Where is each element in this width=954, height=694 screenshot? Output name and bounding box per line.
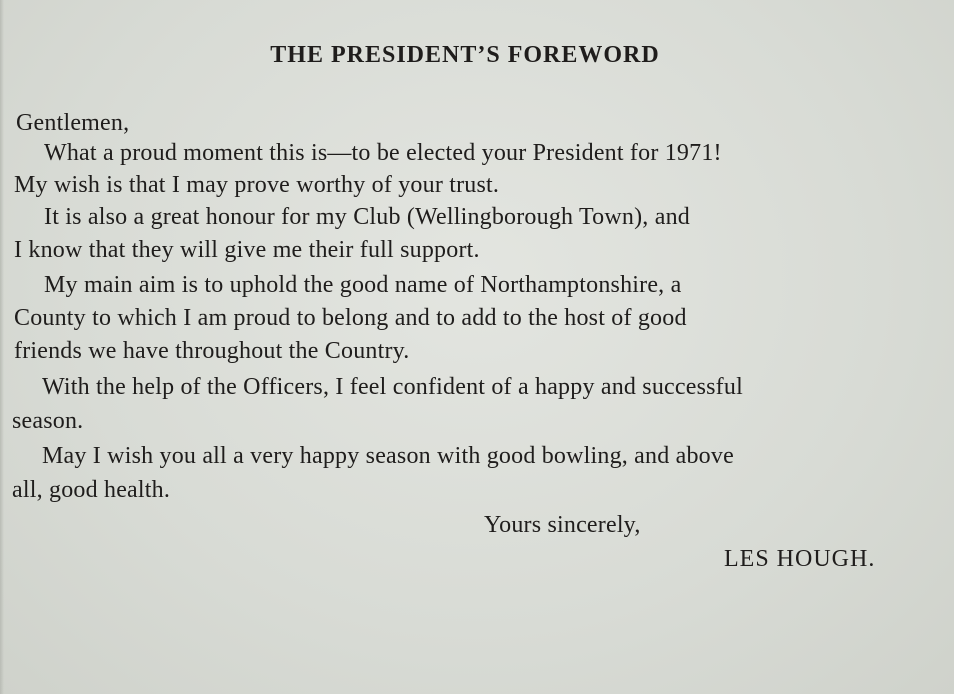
letter-line: My main aim is to uphold the good name of Northamptonshire, a [44,272,682,298]
letter-line: May I wish you all a very happy season with good bowling, and above [42,443,734,469]
letter-line: friends we have throughout the Country. [14,338,410,364]
letter-line: It is also a great honour for my Club (Wellingborough Town), and [44,204,690,230]
closing: Yours sincerely, [484,512,641,538]
page-edge [0,0,4,694]
signature: LES HOUGH. [724,546,876,572]
letter-line: County to which I am proud to belong and to add to the host of good [14,305,687,331]
page-title: THE PRESIDENT’S FOREWORD [270,42,660,68]
letter-line: season. [12,408,84,434]
letter-line: all, good health. [12,477,171,503]
letter-line: With the help of the Officers, I feel confident of a happy and successful [42,374,743,400]
salutation: Gentlemen, [16,110,130,136]
letter-line: My wish is that I may prove worthy of your trust. [14,172,500,198]
letter-line: What a proud moment this is—to be elected your President for 1971! [44,140,722,166]
letter-line: I know that they will give me their full support. [14,237,480,263]
